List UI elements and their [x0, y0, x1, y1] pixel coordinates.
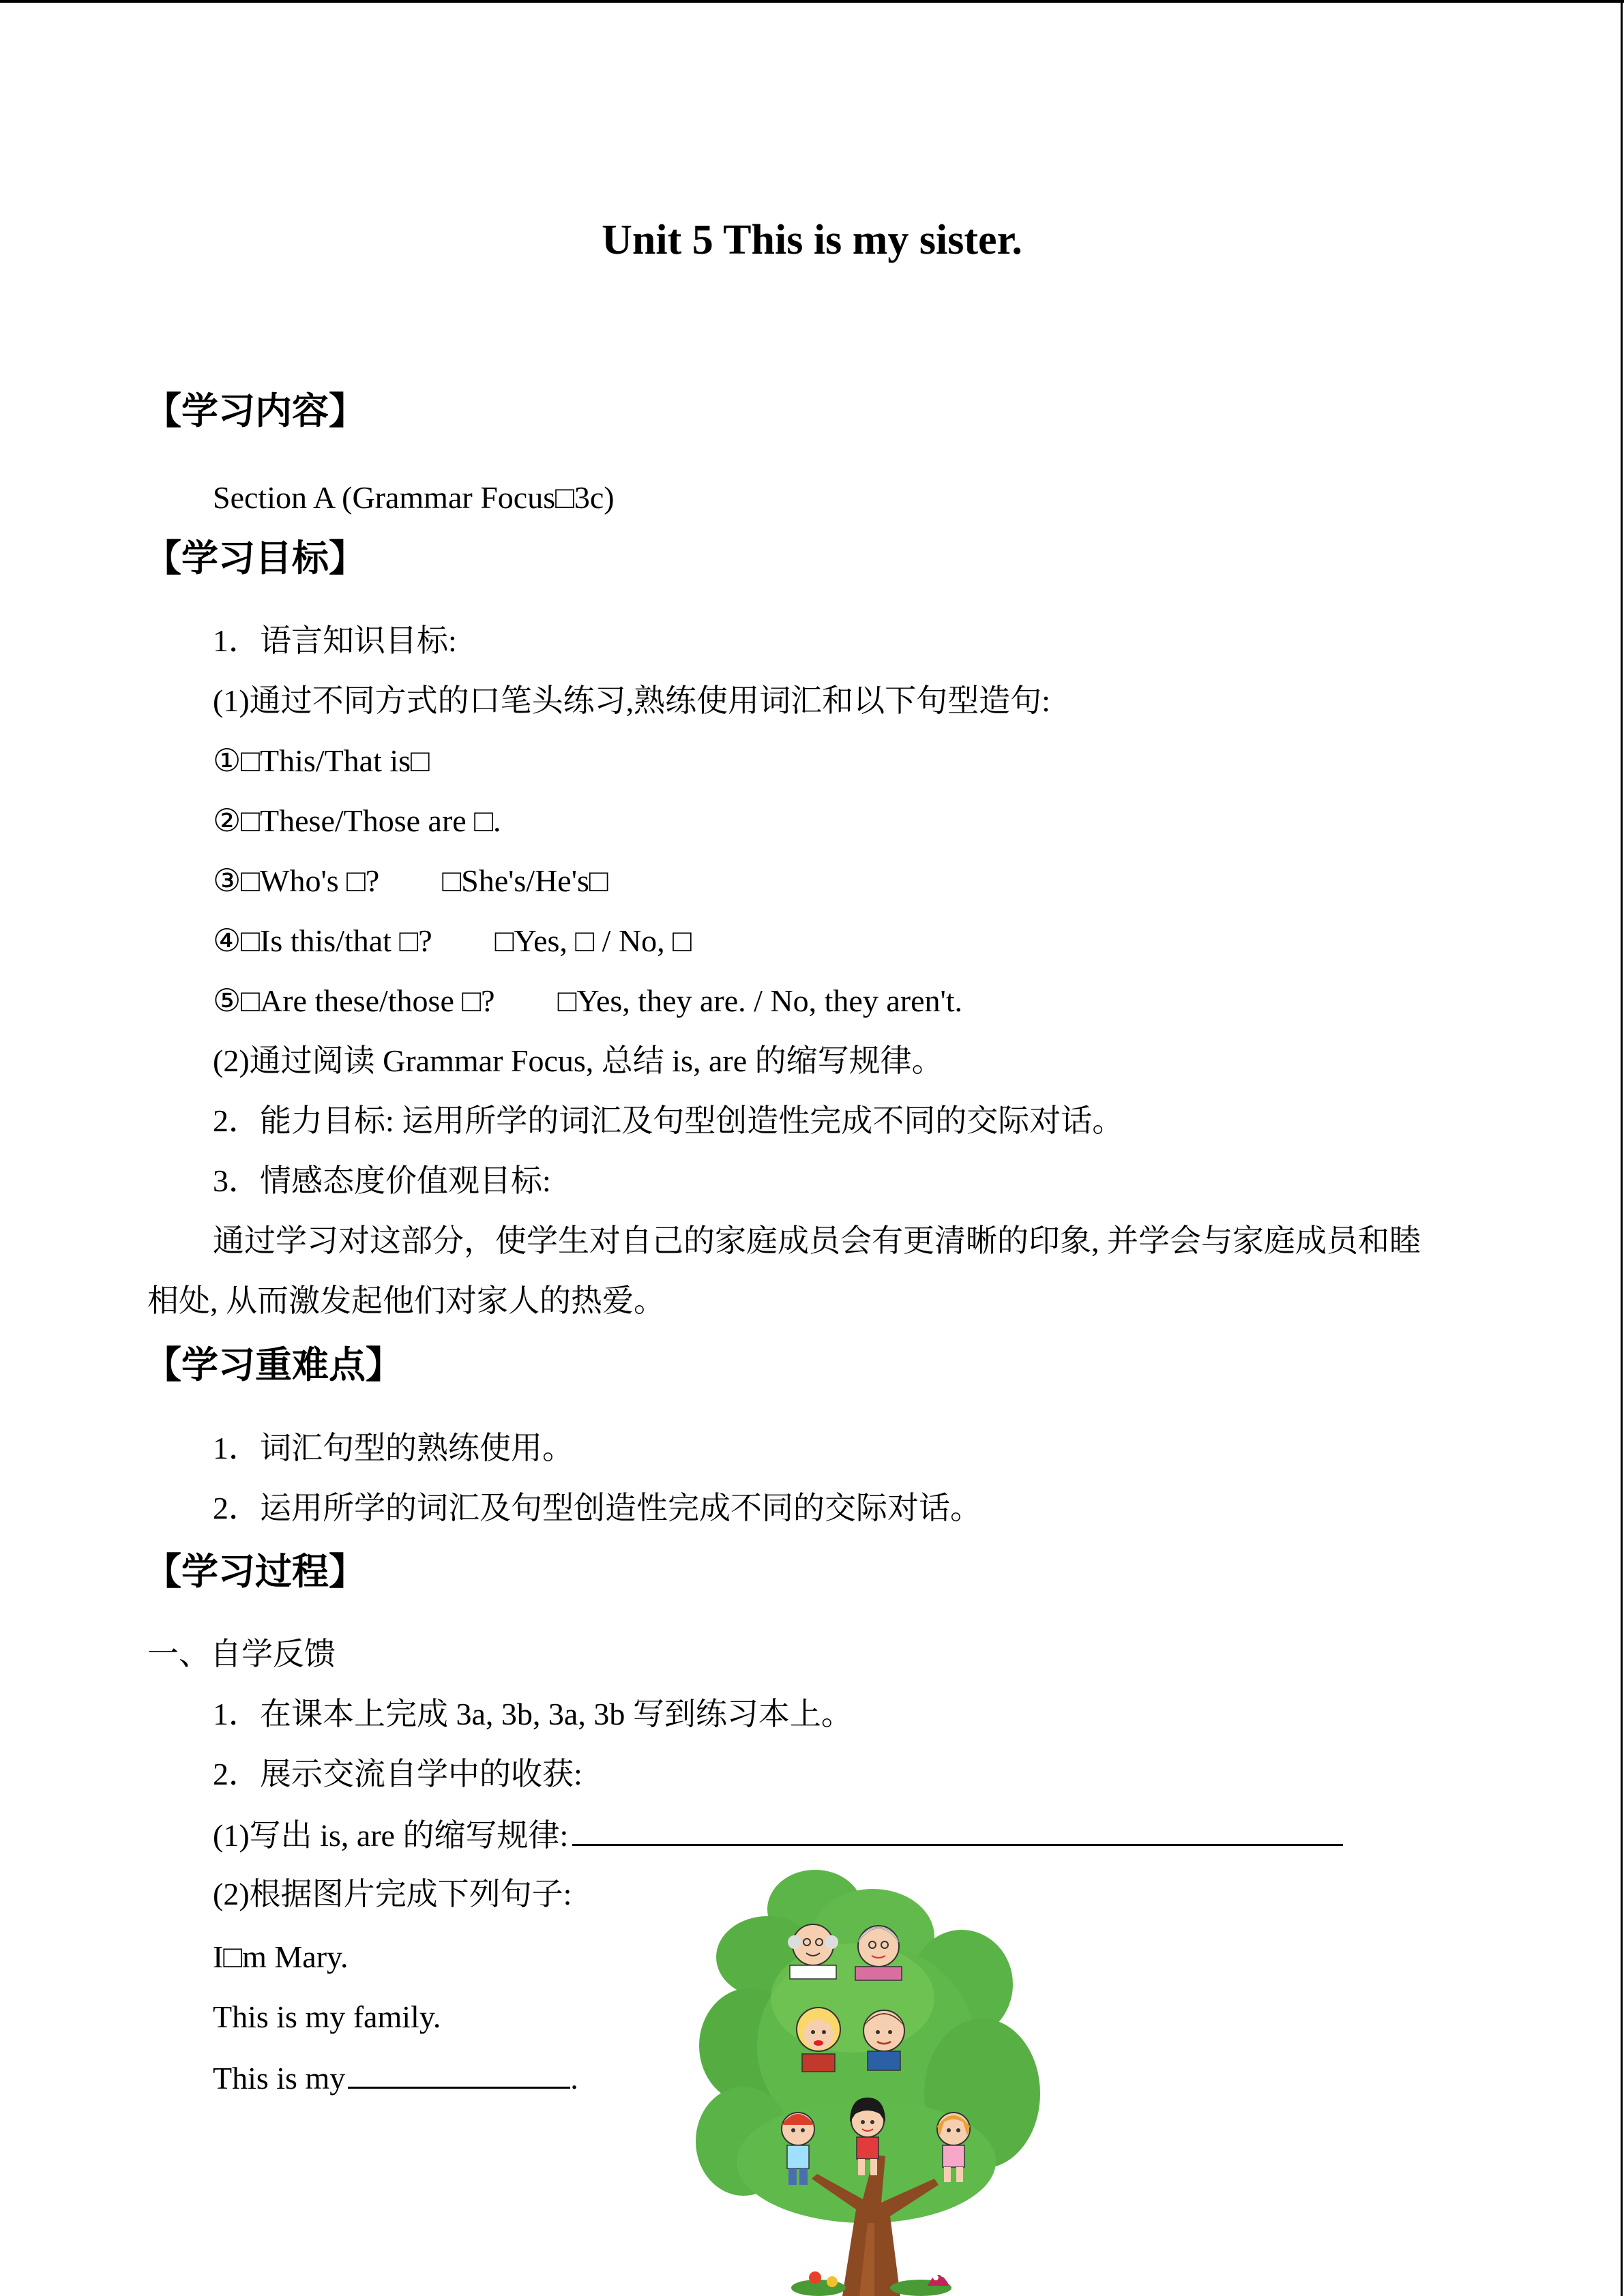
- answer-blank-contraction-rule[interactable]: [572, 1814, 1343, 1846]
- process-item-2: 2．展示交流自学中的收获:: [213, 1757, 582, 1791]
- heading-content: 【学习内容】: [145, 389, 366, 432]
- answer-blank-sentence-3[interactable]: [348, 2057, 570, 2089]
- sentence-2: This is my family.: [213, 1999, 441, 2034]
- key-point-2: 2．运用所学的词汇及句型创造性完成不同的交际对话。: [213, 1491, 981, 1525]
- goal-3: 3．情感态度价值观目标:: [213, 1163, 551, 1198]
- heading-process: 【学习过程】: [145, 1550, 366, 1593]
- goal-1-2: (2)通过阅读 Grammar Focus, 总结 is, are 的缩写规律。: [213, 1043, 943, 1078]
- sentence-3: [213, 2057, 578, 2099]
- goal-3-text-line2: 相处, 从而激发起他们对家人的热爱。: [147, 1283, 665, 1318]
- goal-1: 1．语言知识目标:: [213, 623, 457, 658]
- section-line: Section A (Grammar Focus□3c): [213, 480, 615, 515]
- goal-2: 2．能力目标: 运用所学的词汇及句型创造性完成不同的交际对话。: [213, 1103, 1124, 1138]
- pattern-2: ②□These/Those are □.: [213, 803, 501, 838]
- process-item-2-2: (2)根据图片完成下列句子:: [213, 1877, 572, 1911]
- page-title: Unit 5 This is my sister.: [602, 217, 1022, 263]
- process-part-1: 一、自学反馈: [147, 1637, 336, 1671]
- grandmother-figure: [855, 1926, 902, 1980]
- process-item-2-1-label: (1)写出 is, are 的缩写规律:: [213, 1818, 569, 1853]
- page-top-border: [0, 0, 1624, 3]
- heading-goals: 【学习目标】: [145, 537, 366, 580]
- sentence-3-period: .: [570, 2061, 578, 2096]
- father-figure: [863, 2010, 904, 2070]
- sentence-3-text: This is my: [213, 2061, 346, 2096]
- process-item-1: 1．在课本上完成 3a, 3b, 3a, 3b 写到练习本上。: [213, 1697, 853, 1731]
- process-item-2-1: [213, 1814, 1343, 1856]
- goal-1-1: (1)通过不同方式的口笔头练习,熟练使用词汇和以下句型造句:: [213, 683, 1050, 718]
- pattern-3: ③□Who's □? □She's/He's□: [213, 863, 608, 898]
- pattern-5: ⑤□Are these/those □? □Yes, they are. / No, they aren't.: [213, 983, 963, 1018]
- family-tree-image: [696, 1868, 1050, 2296]
- tree-foliage: [696, 1870, 1040, 2223]
- page-right-border: [1621, 0, 1623, 2296]
- heading-key-points: 【学习重难点】: [145, 1343, 402, 1386]
- key-point-1: 1．词汇句型的熟练使用。: [213, 1431, 574, 1465]
- pattern-1: ①□This/That is□: [213, 743, 430, 778]
- sentence-1: I□m Mary.: [213, 1939, 349, 1974]
- goal-3-text-line1: 通过学习对这部分，使学生对自己的家庭成员会有更清晰的印象, 并学会与家庭成员和睦: [213, 1223, 1421, 1258]
- mother-figure: [797, 2008, 840, 2072]
- pattern-4: ④□Is this/that □? □Yes, □ / No, □: [213, 923, 692, 958]
